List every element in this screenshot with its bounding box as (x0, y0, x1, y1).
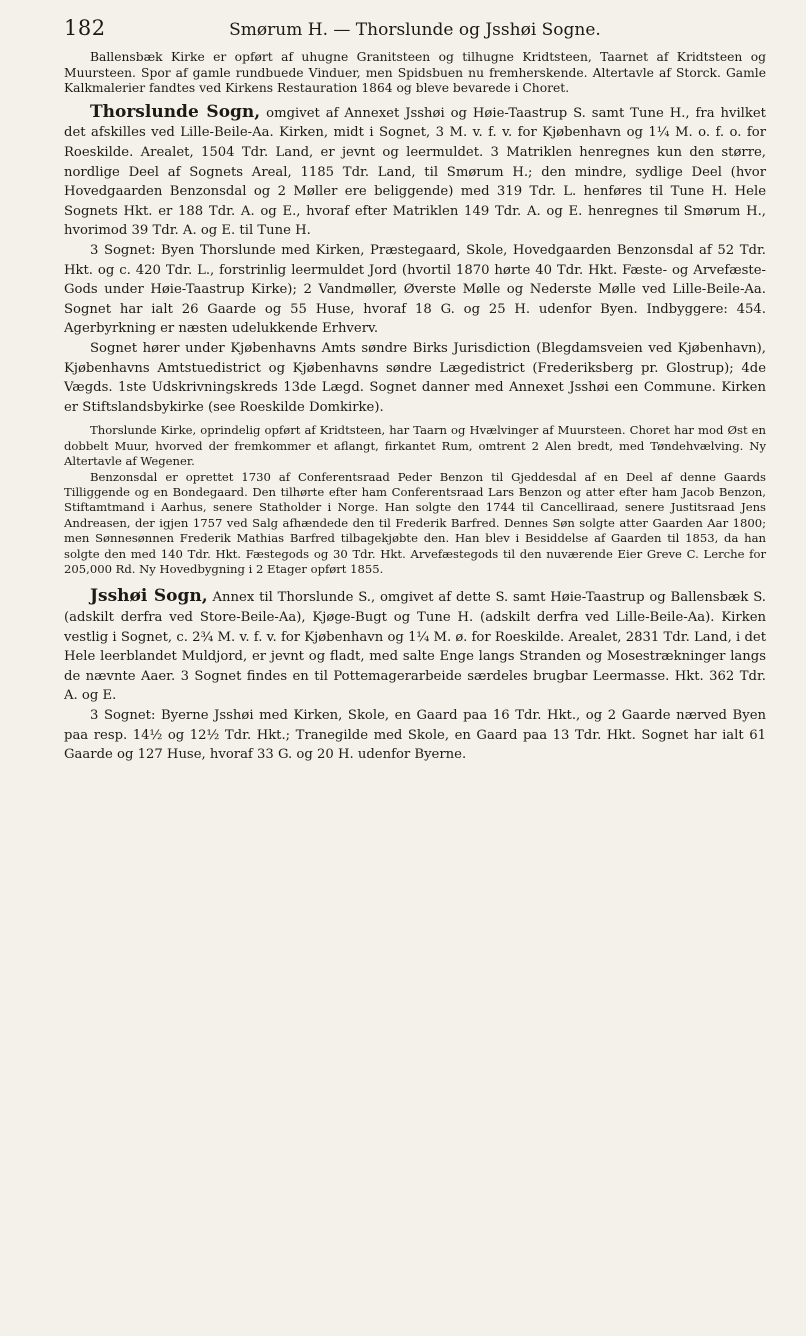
page-header (64, 16, 766, 50)
running-head: Smørum H. — Thorslunde og Jsshøi Sogne. (229, 20, 601, 40)
entry-text: 3 Sognet: Byerne Jsshøi med Kirken, Skole, en Gaard paa 16 Tdr. Hkt., og 2 Gaarde nærved Byen paa resp. 14½ og 12½ Tdr. Hkt.; Tranegilde med Skole, en Gaard paa 13 Tdr. Hkt. Sognet har ialt 61 Gaarde og 127 Huse, hvoraf 33 G. og 20 H. udenfor Byerne. (64, 707, 766, 763)
entry-isshoi (64, 587, 766, 764)
entry-text: 3 Sognet: Byen Thorslunde med Kirken, Præstegaard, Skole, Hovedgaarden Benzonsdal af 52 Tdr. Hkt. og c. 420 Tdr. L., forstrinlig leermuldet Jord (hvortil 1870 hørte 40 Tdr. Hkt. Fæste- og Arvefæste-Gods under Høie-Taastrup Kirke); 2 Vandmøller, Øverste Mølle og Nederste Mølle ved Lille-Beile-Aa. Sognet har ialt 26 Gaarde og 55 Huse, hvoraf 18 G. og 25 H. udenfor Byen. Indbyggere: 454. Agerbyrkning er næsten udelukkende Erhverv. (64, 242, 766, 337)
entry-heading: Thorslunde Sogn, (90, 101, 261, 122)
entry-thorslunde (64, 103, 766, 578)
entry-text: omgivet af Annexet Jsshøi og Høie-Taastrup S. samt Tune H., fra hvilket det afskilles ved Lille-Beile-Aa. Kirken, midt i Sognet, 3 M. v. f. v. for Kjøbenhavn og 1¼ M. o. f. o. for Roeskilde. Arealet, 1504 Tdr. Land, er jevnt og leermuldet. 3 Matriklen henregnes kun den større, nordlige Deel af Sognets Areal, 1185 Tdr. Land, til Smørum H.; den mindre, sydlige Deel (hvor Hovedgaarden Benzonsdal og 2 Møller ere beliggende) med 319 Tdr. L. henføres til Tune H. Hele Sognets Hkt. er 188 Tdr. A. og E., hvoraf efter Matriklen 149 Tdr. A. og E. henregnes til Smørum H., hvorimod 39 Tdr. A. og E. til Tune H. (64, 105, 766, 239)
entry-text: Sognet hører under Kjøbenhavns Amts søndre Birks Jurisdiction (Blegdamsveien ved Kjøbenhavn), Kjøbenhavns Amtstuedistrict og Kjøbenhavns søndre Lægedistrict (Frederiksberg pr. Glostrup); 4de Vægds. 1ste Udskrivningskreds 13de Lægd. Sognet danner med Annexet Jsshøi een Commune. Kirken er Stiftslandsbykirke (see Roeskilde Domkirke). (64, 340, 766, 415)
entry-text: Annex til Thorslunde S., omgivet af dette S. samt Høie-Taastrup og Ballensbæk S. (adskilt derfra ved Store-Beile-Aa), Kjøge-Bugt og Tune H. (adskilt derfra ved Lille-Beile-Aa). Kirken vestlig i Sognet, c. 2¾ M. v. f. v. for Kjøbenhavn og 1¼ M. ø. for Roeskilde. Arealet, 2831 Tdr. Land, i det Hele leerblandet Muldjord, er jevnt og fladt, med salte Enge langs Stranden og Mosestrækninger langs de nævnte Aaer. 3 Sognet findes en til Pottemagerarbeide særdeles brugbar Leermasse. Hkt. 362 Tdr. A. og E. (64, 590, 766, 704)
intro-paragraph: Ballensbæk Kirke er opført af uhugne Granitsteen og tilhugne Kridtsteen, Taarnet af Kridtsteen og Muursteen. Spor af gamle rundbuede Vinduer, men Spidsbuen nu fremherskende. Altertavle af Storck. Gamle Kalkmalerier fandtes ved Kirkens Restauration 1864 og bleve bevarede i Choret. (64, 50, 766, 96)
note-paragraph: Benzonsdal er oprettet 1730 af Conferentsraad Peder Benzon til Gjeddesdal af en Deel af denne Gaards Tilliggende og en Bondegaard. Den tilhørte efter ham Conferentsraad Lars Benzon og atter efter ham Jacob Benzon, Stiftamtmand i Aarhus, senere Statholder i Norge. Han solgte den 1744 til Cancelliraad, senere Justitsraad Jens Andreasen, der igjen 1757 ved Salg afhændede den til Frederik Barfred. Dennes Søn solgte atter Gaarden Aar 1800; men Sønnesønnen Frederik Mathias Barfred tilbagekjøbte den. Han blev i Besiddelse af Gaarden til 1853, da han solgte den med 140 Tdr. Hkt. Fæstegods og 30 Tdr. Hkt. Arvefæstegods til den nuværende Eier Greve C. Lerche for 205,000 Rd. Ny Hovedbygning i 2 Etager opført 1855. (64, 469, 766, 576)
entry-heading: Jsshøi Sogn, (90, 586, 208, 607)
note-paragraph: Thorslunde Kirke, oprindelig opført af Kridtsteen, har Taarn og Hvælvinger af Muursteen. Choret har mod Øst en dobbelt Muur, hvorved der fremkommer et aflangt, firkantet Rum, omtrent 2 Alen bredt, med Tøndehvælving. Ny Altertavle af Wegener. (64, 423, 766, 469)
page-number: 182 (64, 16, 106, 40)
